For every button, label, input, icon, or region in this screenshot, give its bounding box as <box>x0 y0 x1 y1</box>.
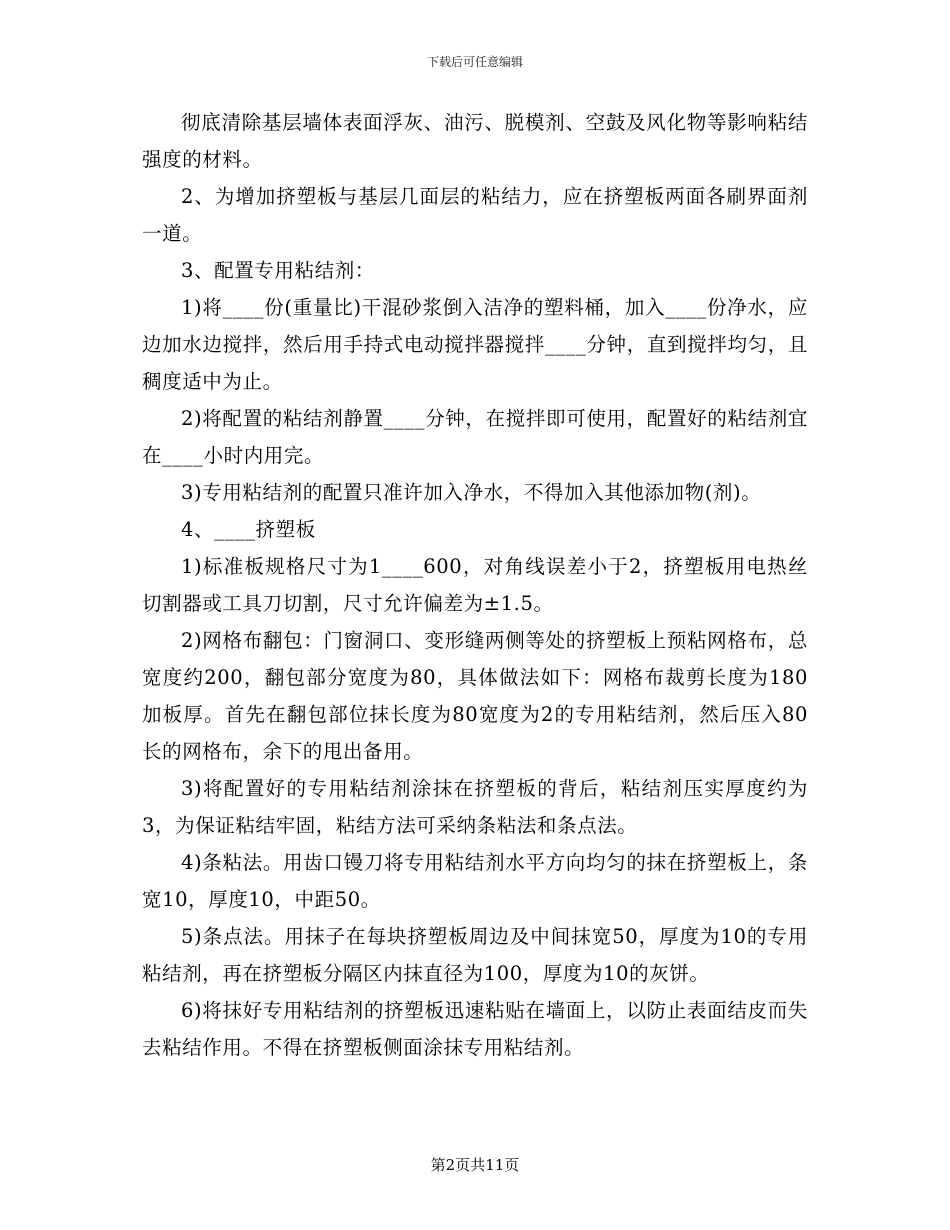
paragraph-clean-base: 彻底清除基层墙体表面浮灰、油污、脱模剂、空鼓及风化物等影响粘结强度的材料。 <box>142 111 808 171</box>
paragraph-interface-agent: 2、为增加挤塑板与基层几面层的粘结力，应在挤塑板两面各刷界面剂一道。 <box>142 185 808 245</box>
paragraph-board-step-5: 5)条点法。用抹子在每块挤塑板周边及中间抹宽50，厚度为10的专用粘结剂，再在挤塑板分隔区内抹直径为100，厚度为10的灰饼。 <box>142 925 808 985</box>
paragraph-adhesive-step-1: 1)将____份(重量比)干混砂浆倒入洁净的塑料桶，加入____份净水，应边加水边搅拌，然后用手持式电动搅拌器搅拌____分钟，直到搅拌均匀，且稠度适中为止。 <box>142 296 808 393</box>
document-body <box>142 104 808 1066</box>
paragraph-adhesive-step-3: 3)专用粘结剂的配置只准许加入净水，不得加入其他添加物(剂)。 <box>181 481 762 504</box>
paragraph-board-step-1: 1)标准板规格尺寸为1____600，对角线误差小于2，挤塑板用电热丝切割器或工具刀切割，尺寸允许偏差为±1.5。 <box>142 555 808 615</box>
paragraph-board-step-4: 4)条粘法。用齿口镘刀将专用粘结剂水平方向均匀的抹在挤塑板上，条宽10，厚度10，中距50。 <box>142 851 808 911</box>
paragraph-board-step-6: 6)将抹好专用粘结剂的挤塑板迅速粘贴在墙面上，以防止表面结皮而失去粘结作用。不得在挤塑板侧面涂抹专用粘结剂。 <box>142 999 808 1059</box>
paragraph-adhesive-step-2: 2)将配置的粘结剂静置____分钟，在搅拌即可使用，配置好的粘结剂宜在____小时内用完。 <box>142 407 808 467</box>
page-header-note: 下载后可任意编辑 <box>426 55 523 69</box>
paragraph-board-step-3: 3)将配置好的专用粘结剂涂抹在挤塑板的背后，粘结剂压实厚度约为3，为保证粘结牢固，粘结方法可采纳条粘法和条点法。 <box>142 777 808 837</box>
paragraph-board-step-2: 2)网格布翻包：门窗洞口、变形缝两侧等处的挤塑板上预粘网格布，总宽度约200，翻包部分宽度为80，具体做法如下：网格布裁剪长度为180加板厚。首先在翻包部位抹长度为80宽度为2的专用粘结剂，然后压入80长的网格布，余下的甩出备用。 <box>142 629 808 763</box>
section-heading-adhesive: 3、配置专用粘结剂： <box>181 259 375 282</box>
section-heading-xps-board: 4、____挤塑板 <box>181 518 316 541</box>
page-number: 第2页共11页 <box>430 1156 520 1174</box>
